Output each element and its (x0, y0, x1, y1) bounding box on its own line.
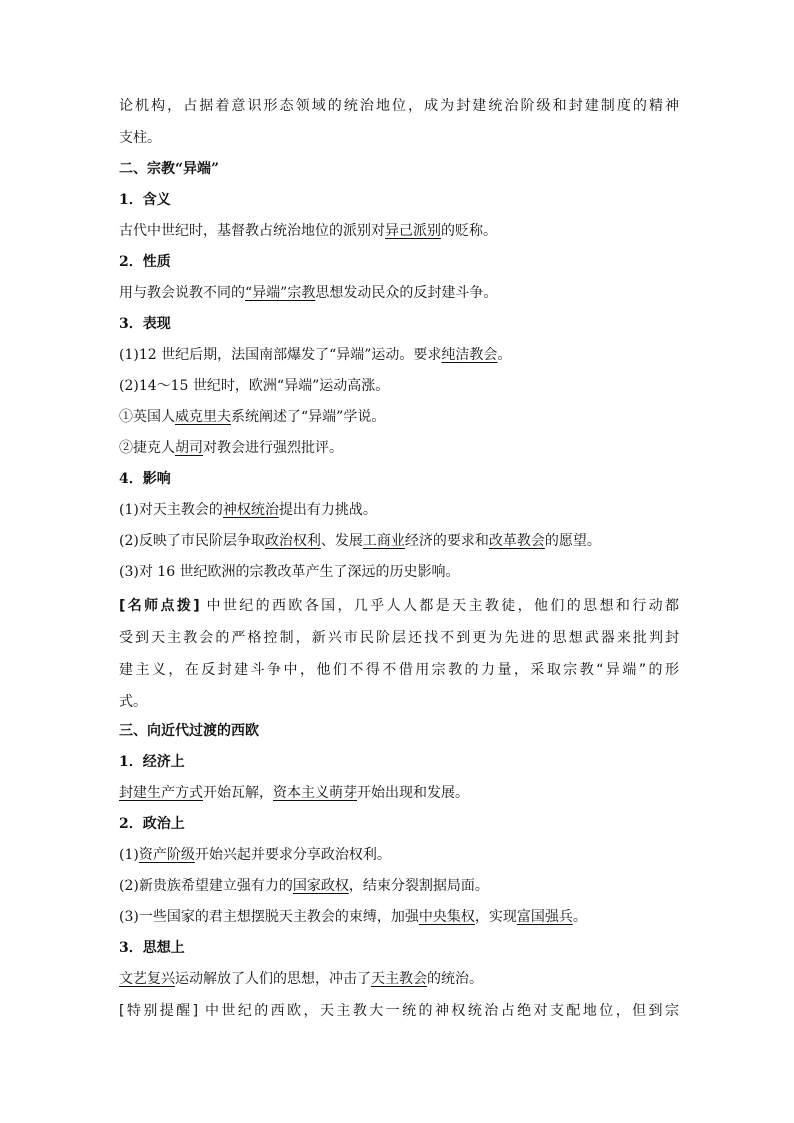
text-segment: 建主义，在反封建斗争中，他们不得不借用宗教的力量，采取宗教“异端”的形 (119, 662, 679, 678)
underlined-term: “异端”宗教 (245, 285, 316, 301)
sub-heading (119, 252, 679, 272)
text-segment: 论机构，占据着意识形态领域的统治地位，成为封建统治阶级和封建制度的精神 (119, 98, 679, 114)
text-segment: 中世纪的西欧，天主教大一统的神权统治占绝对支配地位，但到宗 (198, 1003, 679, 1019)
text-segment: 受到天主教会的严格控制，新兴市民阶层还找不到更为先进的思想武器来批判封 (119, 630, 679, 646)
text-line (119, 376, 679, 396)
text-segment: (1)对天主教会的 (119, 502, 223, 518)
underlined-term: 异己派别 (385, 223, 441, 239)
text-segment: (1) (119, 847, 139, 863)
tip-label: [特别提醒] (119, 1003, 199, 1019)
underlined-term: 封建生产方式 (119, 785, 203, 801)
text-line (119, 845, 679, 865)
section-heading (119, 159, 679, 179)
text-segment: 用与教会说教不同的 (119, 285, 245, 301)
text-segment: 支柱。 (119, 130, 161, 146)
text-line (119, 969, 679, 989)
text-segment: 对教会进行强烈批评。 (203, 440, 343, 456)
underlined-term: 富国强兵 (516, 909, 573, 925)
text-segment: ，结束分裂割据局面。 (348, 878, 489, 894)
underlined-term: 天主教会 (371, 971, 427, 987)
underlined-term: 工商业 (362, 533, 405, 549)
underlined-term: 改革教会 (488, 533, 545, 549)
text-segment: 1．含义 (119, 192, 171, 208)
text-segment: 中世纪的西欧各国，几乎人人都是天主教徒，他们的思想和行动都 (199, 598, 679, 614)
sub-heading (119, 752, 679, 772)
text-line (119, 783, 679, 803)
text-line (119, 407, 679, 427)
text-segment: (3)对 16 世纪欧洲的宗教改革产生了深远的历史影响。 (119, 564, 460, 580)
underlined-term: 资产阶级 (138, 847, 195, 863)
text-segment: (3)一些国家的君主想摆脱天主教会的束缚，加强 (119, 909, 419, 925)
text-segment: 思想发动民众的反封建斗争。 (315, 285, 498, 301)
underlined-term: 文艺复兴 (119, 971, 175, 987)
text-segment: 的愿望。 (544, 533, 601, 549)
sub-heading (119, 314, 679, 334)
text-segment: 2．性质 (119, 254, 171, 270)
text-line (119, 562, 679, 582)
text-segment: 经济的要求和 (404, 533, 489, 549)
text-segment: ②捷克人 (119, 440, 175, 456)
tip-line (119, 692, 679, 712)
text-segment: 二、宗教“异端” (119, 161, 220, 177)
text-segment: 。 (572, 909, 587, 925)
text-segment: 古代中世纪时，基督教占统治地位的派别对 (119, 223, 385, 239)
underlined-term: 中央集权 (418, 909, 475, 925)
text-line (119, 345, 679, 365)
tip-line (119, 660, 679, 680)
underlined-term: 国家政权 (292, 878, 349, 894)
text-segment: ，实现 (474, 909, 517, 925)
sub-heading (119, 469, 679, 489)
text-segment: 的统治。 (427, 971, 483, 987)
tip-line (119, 596, 679, 616)
text-segment: 开始兴起并要求分享政治权利。 (194, 847, 391, 863)
text-segment: 开始出现和发展。 (357, 785, 469, 801)
text-segment: (2)14～15 世纪时，欧洲“异端”运动高涨。 (119, 378, 390, 394)
text-segment: 式。 (119, 694, 147, 710)
text-line (119, 96, 679, 116)
text-segment: 4．影响 (119, 471, 171, 487)
text-segment: 3．思想上 (119, 940, 185, 956)
text-segment: 3．表现 (119, 316, 171, 332)
section-heading (119, 721, 679, 741)
text-line (119, 907, 679, 927)
text-segment: 2．政治上 (119, 816, 185, 832)
tip-line (119, 628, 679, 648)
tip-line (119, 1001, 679, 1021)
underlined-term: 威克里夫 (175, 409, 231, 425)
text-segment: 1．经济上 (119, 754, 185, 770)
text-segment: (2)反映了市民阶层争取 (119, 533, 265, 549)
text-segment: 开始瓦解， (203, 785, 273, 801)
text-line (119, 531, 679, 551)
text-segment: 运动解放了人们的思想，冲击了 (175, 971, 371, 987)
text-line (119, 876, 679, 896)
underlined-term: 神权统治 (222, 502, 279, 518)
underlined-term: 政治权利 (264, 533, 321, 549)
text-segment: (2)新贵族希望建立强有力的 (119, 878, 293, 894)
text-line (119, 500, 679, 520)
underlined-term: 胡司 (175, 440, 203, 456)
text-segment: 提出有力挑战。 (278, 502, 377, 518)
text-segment: 系统阐述了“异端”学说。 (231, 409, 386, 425)
text-segment: 三、向近代过渡的西欧 (119, 723, 259, 739)
text-segment: 、发展 (320, 533, 363, 549)
underlined-term: 资本主义萌芽 (273, 785, 357, 801)
sub-heading (119, 814, 679, 834)
text-segment: 的贬称。 (441, 223, 497, 239)
text-line (119, 283, 679, 303)
text-line (119, 128, 679, 148)
text-segment: ①英国人 (119, 409, 175, 425)
tip-label: [名师点拨] (119, 598, 200, 614)
text-segment: (1)12 世纪后期，法国南部爆发了“异端”运动。要求 (119, 347, 442, 363)
sub-heading (119, 190, 679, 210)
underlined-term: 纯洁教会 (441, 347, 498, 363)
text-line (119, 438, 679, 458)
sub-heading (119, 938, 679, 958)
text-segment: 。 (497, 347, 512, 363)
text-line (119, 221, 679, 241)
